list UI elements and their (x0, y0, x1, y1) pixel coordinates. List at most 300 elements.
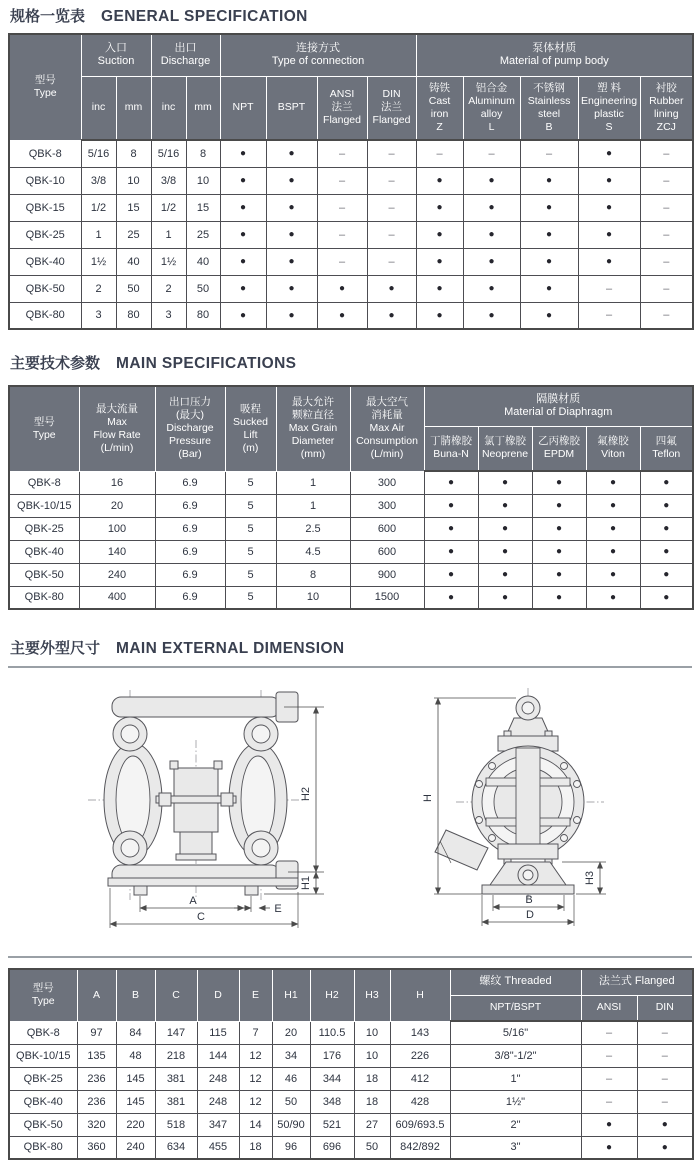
header-pump-body-group: 泵体材质 Material of pump body (416, 34, 693, 76)
header-din-flanged: DIN 法兰 Flanged (367, 76, 416, 140)
section-title-en: MAIN EXTERNAL DIMENSION (116, 640, 345, 657)
model-cell: QBK-8 (9, 471, 79, 494)
value-cell: 18 (354, 1090, 390, 1113)
value-cell: ● (416, 194, 463, 221)
value-cell: 2 (81, 275, 116, 302)
header-bspt: BSPT (266, 76, 317, 140)
value-cell: ● (581, 1113, 637, 1136)
value-cell: ● (266, 302, 317, 329)
value-cell: ● (220, 140, 266, 167)
value-cell: ● (266, 248, 317, 275)
value-cell: 5/16 (151, 140, 186, 167)
value-cell: 27 (354, 1113, 390, 1136)
value-cell: ● (266, 275, 317, 302)
model-cell: QBK-80 (9, 302, 81, 329)
table-row (9, 563, 693, 586)
value-cell: 3/8 (81, 167, 116, 194)
value-cell: 18 (354, 1067, 390, 1090)
value-cell: 135 (77, 1044, 116, 1067)
value-cell: 381 (155, 1067, 197, 1090)
value-cell: ● (424, 494, 478, 517)
header-stainless-steel: 不锈钢 Stainless steel B (520, 76, 578, 140)
dim-label-d: D (526, 909, 534, 921)
header-suction-mm: mm (116, 76, 151, 140)
model-cell: QBK-8 (9, 140, 81, 167)
value-cell: 1½" (450, 1090, 581, 1113)
value-cell: ● (463, 194, 520, 221)
header-discharge-mm: mm (186, 76, 220, 140)
value-cell: 220 (116, 1113, 155, 1136)
value-cell: 600 (350, 517, 424, 540)
value-cell: ● (266, 194, 317, 221)
value-cell: 4.5 (276, 540, 350, 563)
value-cell: ● (424, 540, 478, 563)
header-max-air: 最大空气 消耗量 Max Air Consumption (L/min) (350, 386, 424, 471)
value-cell: 360 (77, 1136, 116, 1159)
value-cell: 1" (450, 1067, 581, 1090)
main-specifications-table (8, 385, 694, 610)
value-cell: ● (640, 563, 693, 586)
value-cell: 521 (310, 1113, 354, 1136)
value-cell: – (367, 221, 416, 248)
header-dim-h3: H3 (354, 969, 390, 1021)
value-cell: ● (532, 494, 586, 517)
value-cell: 3" (450, 1136, 581, 1159)
value-cell: ● (266, 140, 317, 167)
value-cell: 6.9 (155, 586, 225, 609)
value-cell: ● (317, 302, 367, 329)
value-cell: 20 (79, 494, 155, 517)
value-cell: 3 (81, 302, 116, 329)
value-cell: – (637, 1067, 693, 1090)
value-cell: 50 (186, 275, 220, 302)
value-cell: ● (266, 167, 317, 194)
value-cell: ● (424, 471, 478, 494)
value-cell: 6.9 (155, 540, 225, 563)
value-cell: 100 (79, 517, 155, 540)
table-row (9, 540, 693, 563)
value-cell: 600 (350, 540, 424, 563)
value-cell: 40 (186, 248, 220, 275)
table-row (9, 221, 693, 248)
value-cell: 25 (186, 221, 220, 248)
value-cell: ● (640, 586, 693, 609)
value-cell: – (640, 167, 693, 194)
value-cell: 300 (350, 471, 424, 494)
section-divider (8, 666, 692, 668)
header-connection-group: 连接方式 Type of connection (220, 34, 416, 76)
value-cell: 1 (151, 221, 186, 248)
value-cell: 84 (116, 1021, 155, 1044)
model-cell: QBK-10 (9, 167, 81, 194)
value-cell: – (317, 248, 367, 275)
value-cell: ● (586, 586, 640, 609)
value-cell: ● (478, 517, 532, 540)
header-npt-bspt: NPT/BSPT (450, 995, 581, 1021)
value-cell: 110.5 (310, 1021, 354, 1044)
value-cell: 518 (155, 1113, 197, 1136)
value-cell: ● (220, 167, 266, 194)
value-cell: 5/16 (81, 140, 116, 167)
value-cell: 7 (239, 1021, 272, 1044)
value-cell: 6.9 (155, 494, 225, 517)
value-cell: 2 (151, 275, 186, 302)
value-cell: 348 (310, 1090, 354, 1113)
value-cell: 240 (79, 563, 155, 586)
header-dim-h: H (390, 969, 450, 1021)
value-cell: 6.9 (155, 517, 225, 540)
value-cell: 50 (354, 1136, 390, 1159)
model-cell: QBK-10/15 (9, 1044, 77, 1067)
header-dim-a: A (77, 969, 116, 1021)
value-cell: 20 (272, 1021, 310, 1044)
table-row (9, 471, 693, 494)
value-cell: 344 (310, 1067, 354, 1090)
value-cell: – (637, 1021, 693, 1044)
header-suction-inc: inc (81, 76, 116, 140)
value-cell: 2" (450, 1113, 581, 1136)
value-cell: – (520, 140, 578, 167)
header-rubber-lining: 衬胶 Rubber lining ZCJ (640, 76, 693, 140)
value-cell: 115 (197, 1021, 239, 1044)
header-dim-c: C (155, 969, 197, 1021)
table-row (9, 1021, 693, 1044)
header-ansi-flanged: ANSI 法兰 Flanged (317, 76, 367, 140)
value-cell: ● (581, 1136, 637, 1159)
value-cell: 40 (116, 248, 151, 275)
table-row (9, 140, 693, 167)
model-cell: QBK-15 (9, 194, 81, 221)
value-cell: ● (416, 275, 463, 302)
value-cell: 696 (310, 1136, 354, 1159)
header-neoprene: 氯丁橡胶 Neoprene (478, 426, 532, 471)
value-cell: 50 (272, 1090, 310, 1113)
value-cell: 5 (225, 494, 276, 517)
value-cell: ● (640, 540, 693, 563)
header-suction-group: 入口 Suction (81, 34, 151, 76)
model-cell: QBK-8 (9, 1021, 77, 1044)
value-cell: – (640, 140, 693, 167)
header-type: 型号 Type (9, 34, 81, 140)
value-cell: 236 (77, 1067, 116, 1090)
value-cell: 248 (197, 1067, 239, 1090)
header-discharge-group: 出口 Discharge (151, 34, 220, 76)
table-row (9, 248, 693, 275)
header-npt: NPT (220, 76, 266, 140)
value-cell: 143 (390, 1021, 450, 1044)
value-cell: 300 (350, 494, 424, 517)
header-type: 型号 Type (9, 969, 77, 1021)
value-cell: – (640, 221, 693, 248)
value-cell: 218 (155, 1044, 197, 1067)
value-cell: 842/892 (390, 1136, 450, 1159)
value-cell: 5 (225, 540, 276, 563)
dimension-table-body (9, 1021, 693, 1159)
value-cell: ● (317, 275, 367, 302)
value-cell: 34 (272, 1044, 310, 1067)
general-specification-body (9, 140, 693, 329)
value-cell: ● (586, 540, 640, 563)
header-dim-b: B (116, 969, 155, 1021)
value-cell: – (637, 1090, 693, 1113)
value-cell: ● (220, 194, 266, 221)
table-row (9, 1113, 693, 1136)
header-ansi: ANSI (581, 995, 637, 1021)
value-cell: 5/16" (450, 1021, 581, 1044)
value-cell: – (640, 275, 693, 302)
table-row (9, 517, 693, 540)
value-cell: 5 (225, 586, 276, 609)
table-row (9, 1044, 693, 1067)
value-cell: – (581, 1044, 637, 1067)
value-cell: 140 (79, 540, 155, 563)
value-cell: ● (463, 275, 520, 302)
header-max-flow: 最大流量 Max Flow Rate (L/min) (79, 386, 155, 471)
value-cell: ● (416, 248, 463, 275)
header-diaphragm-group: 隔膜材质 Material of Diaphragm (424, 386, 693, 426)
value-cell: 400 (79, 586, 155, 609)
value-cell: – (463, 140, 520, 167)
value-cell: 145 (116, 1067, 155, 1090)
value-cell: 248 (197, 1090, 239, 1113)
dim-label-b: B (525, 894, 533, 906)
value-cell: 12 (239, 1067, 272, 1090)
dim-label-c: C (197, 911, 205, 923)
value-cell: 97 (77, 1021, 116, 1044)
value-cell: 16 (79, 471, 155, 494)
dimension-table (8, 968, 694, 1160)
value-cell: – (317, 167, 367, 194)
value-cell: ● (367, 302, 416, 329)
table-row (9, 167, 693, 194)
value-cell: ● (532, 586, 586, 609)
pump-side-outline (435, 696, 584, 894)
value-cell: 412 (390, 1067, 450, 1090)
model-cell: QBK-50 (9, 275, 81, 302)
value-cell: 80 (186, 302, 220, 329)
value-cell: ● (478, 471, 532, 494)
main-specifications-body (9, 471, 693, 609)
value-cell: 50 (116, 275, 151, 302)
value-cell: ● (578, 194, 640, 221)
section-title-en: MAIN SPECIFICATIONS (116, 355, 297, 372)
value-cell: 1 (276, 471, 350, 494)
value-cell: 3/8 (151, 167, 186, 194)
value-cell: – (578, 302, 640, 329)
header-teflon: 四氟 Teflon (640, 426, 693, 471)
value-cell: 6.9 (155, 563, 225, 586)
value-cell: – (416, 140, 463, 167)
value-cell: ● (586, 471, 640, 494)
value-cell: – (367, 194, 416, 221)
value-cell: 5 (225, 563, 276, 586)
table-row (9, 1136, 693, 1159)
value-cell: ● (416, 167, 463, 194)
value-cell: 455 (197, 1136, 239, 1159)
value-cell: ● (463, 221, 520, 248)
value-cell: ● (463, 302, 520, 329)
value-cell: ● (367, 275, 416, 302)
value-cell: ● (478, 586, 532, 609)
value-cell: ● (220, 275, 266, 302)
model-cell: QBK-80 (9, 586, 79, 609)
value-cell: ● (266, 221, 317, 248)
value-cell: ● (578, 221, 640, 248)
value-cell: 634 (155, 1136, 197, 1159)
header-engineering-plastic: 塑 料 Engineering plastic S (578, 76, 640, 140)
header-aluminum-alloy: 铝合金 Aluminum alloy L (463, 76, 520, 140)
value-cell: 226 (390, 1044, 450, 1067)
table-row (9, 586, 693, 609)
header-dim-h2: H2 (310, 969, 354, 1021)
value-cell: ● (532, 563, 586, 586)
header-type: 型号 Type (9, 386, 79, 471)
value-cell: ● (520, 194, 578, 221)
value-cell: ● (520, 248, 578, 275)
header-dim-h1: H1 (272, 969, 310, 1021)
value-cell: 144 (197, 1044, 239, 1067)
value-cell: 1/2 (81, 194, 116, 221)
header-din: DIN (637, 995, 693, 1021)
value-cell: ● (578, 248, 640, 275)
model-cell: QBK-50 (9, 563, 79, 586)
value-cell: ● (463, 248, 520, 275)
section-title-main-external-dimension (10, 637, 345, 658)
front-view-drawing (58, 682, 400, 954)
value-cell: ● (424, 586, 478, 609)
header-epdm: 乙丙橡胶 EPDM (532, 426, 586, 471)
value-cell: 8 (276, 563, 350, 586)
value-cell: – (640, 248, 693, 275)
header-dim-e: E (239, 969, 272, 1021)
model-cell: QBK-25 (9, 1067, 77, 1090)
value-cell: – (367, 167, 416, 194)
value-cell: 14 (239, 1113, 272, 1136)
model-cell: QBK-40 (9, 540, 79, 563)
value-cell: ● (586, 517, 640, 540)
value-cell: 15 (186, 194, 220, 221)
dim-label-a: A (189, 895, 197, 907)
value-cell: – (317, 221, 367, 248)
value-cell: 381 (155, 1090, 197, 1113)
value-cell: ● (637, 1136, 693, 1159)
value-cell: 609/693.5 (390, 1113, 450, 1136)
value-cell: 50/90 (272, 1113, 310, 1136)
value-cell: ● (520, 275, 578, 302)
value-cell: 3 (151, 302, 186, 329)
value-cell: 900 (350, 563, 424, 586)
model-cell: QBK-25 (9, 517, 79, 540)
value-cell: 347 (197, 1113, 239, 1136)
value-cell: – (367, 248, 416, 275)
header-flanged-group: 法兰式 Flanged (581, 969, 693, 995)
header-sucked-lift: 吸程 Sucked Lift (m) (225, 386, 276, 471)
side-view-drawing (398, 682, 698, 954)
value-cell: ● (578, 140, 640, 167)
section-title-en: GENERAL SPECIFICATION (101, 8, 308, 25)
table-row (9, 494, 693, 517)
value-cell: ● (586, 563, 640, 586)
dim-label-e: E (274, 903, 282, 915)
value-cell: 1 (81, 221, 116, 248)
value-cell: 12 (239, 1090, 272, 1113)
value-cell: 10 (116, 167, 151, 194)
value-cell: ● (532, 540, 586, 563)
value-cell: 5 (225, 517, 276, 540)
value-cell: 147 (155, 1021, 197, 1044)
dim-label-h: H (422, 794, 434, 802)
value-cell: 236 (77, 1090, 116, 1113)
value-cell: 5 (225, 471, 276, 494)
value-cell: 48 (116, 1044, 155, 1067)
value-cell: 10 (354, 1044, 390, 1067)
value-cell: 10 (276, 586, 350, 609)
table-row (9, 1067, 693, 1090)
value-cell: 8 (116, 140, 151, 167)
section-title-zh: 规格一览表 (10, 8, 86, 25)
model-cell: QBK-50 (9, 1113, 77, 1136)
section-title-general-specification (10, 5, 308, 26)
value-cell: ● (637, 1113, 693, 1136)
value-cell: ● (220, 221, 266, 248)
value-cell: – (367, 140, 416, 167)
value-cell: 176 (310, 1044, 354, 1067)
pump-front-outline (104, 692, 298, 895)
model-cell: QBK-25 (9, 221, 81, 248)
value-cell: – (581, 1021, 637, 1044)
value-cell: ● (520, 167, 578, 194)
value-cell: 15 (116, 194, 151, 221)
model-cell: QBK-40 (9, 1090, 77, 1113)
value-cell: 145 (116, 1090, 155, 1113)
value-cell: 3/8"-1/2" (450, 1044, 581, 1067)
value-cell: 2.5 (276, 517, 350, 540)
section-title-zh: 主要外型尺寸 (10, 640, 101, 657)
value-cell: – (637, 1044, 693, 1067)
header-threaded-group: 螺纹 Threaded (450, 969, 581, 995)
model-cell: QBK-40 (9, 248, 81, 275)
value-cell: ● (478, 563, 532, 586)
value-cell: ● (520, 221, 578, 248)
value-cell: ● (520, 302, 578, 329)
value-cell: ● (640, 494, 693, 517)
value-cell: 1/2 (151, 194, 186, 221)
table-row (9, 194, 693, 221)
header-discharge-pressure: 出口压力 (最大) Discharge Pressure (Bar) (155, 386, 225, 471)
value-cell: – (581, 1090, 637, 1113)
header-cast-iron: 铸铁 Cast iron Z (416, 76, 463, 140)
value-cell: – (317, 140, 367, 167)
section-divider (8, 956, 692, 958)
value-cell: ● (478, 540, 532, 563)
value-cell: ● (416, 221, 463, 248)
table-row (9, 302, 693, 329)
value-cell: 6.9 (155, 471, 225, 494)
section-title-zh: 主要技术参数 (10, 355, 101, 372)
value-cell: ● (532, 471, 586, 494)
value-cell: ● (640, 471, 693, 494)
header-max-grain: 最大允许 颗粒直径 Max Grain Diameter (mm) (276, 386, 350, 471)
value-cell: ● (586, 494, 640, 517)
dim-label-h3: H3 (584, 870, 596, 886)
value-cell: 10 (354, 1021, 390, 1044)
value-cell: ● (463, 167, 520, 194)
value-cell: ● (424, 563, 478, 586)
value-cell: 1½ (151, 248, 186, 275)
table-row (9, 1090, 693, 1113)
value-cell: ● (416, 302, 463, 329)
value-cell: 8 (186, 140, 220, 167)
